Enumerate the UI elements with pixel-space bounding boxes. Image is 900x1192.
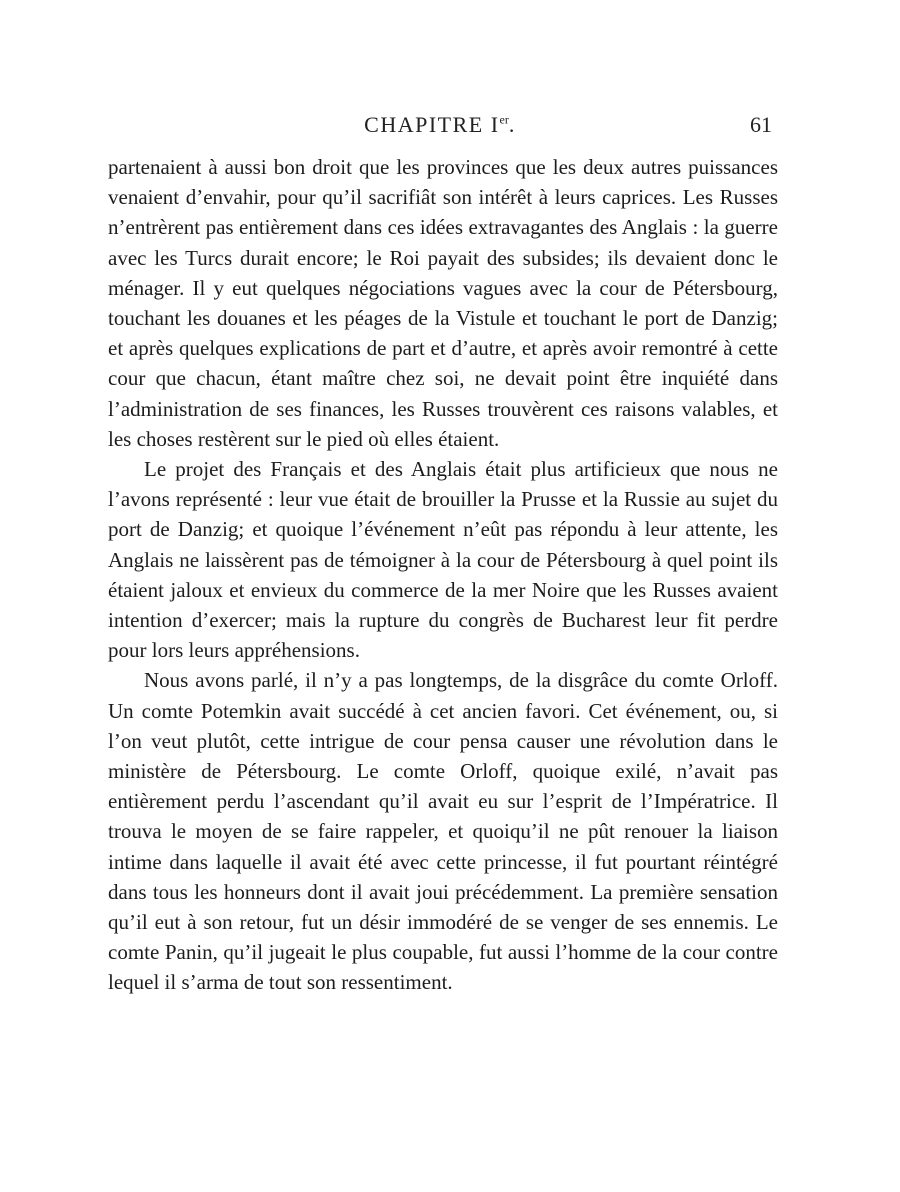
running-title [108, 112, 772, 138]
page-number: 61 [750, 112, 772, 137]
body-text [108, 152, 778, 998]
chapter-title-superscript: er [499, 112, 509, 127]
page-header [108, 108, 772, 144]
chapter-title-period: . [508, 112, 516, 137]
paragraph-1: partenaient à aussi bon droit que les provinces que les deux autres puissances venaient d’envahir, pour qu’il sacrifiât son intérêt à leurs caprices. Les Russes n’entrèrent pas entièrement dans ces idées extravagantes des Anglais : la guerre avec les Turcs durait encore; le Roi payait des subsides; ils devaient donc le ménager. Il y eut quelques négociations vagues avec la cour de Pétersbourg, touchant les douanes et les péages de la Vistule et touchant le port de Danzig; et après quelques explications de part et d’autre, et après avoir remontré à cette cour que chacun, étant maître chez soi, ne devait point être inquiété dans l’administration de ses finances, les Russes trouvèrent ces raisons valables, et les choses restèrent sur le pied où elles étaient. [108, 155, 778, 451]
paragraph-3: Nous avons parlé, il n’y a pas longtemps, de la disgrâce du comte Orloff. Un comte Potemkin avait succédé à cet ancien favori. Cet événement, ou, si l’on veut plutôt, cette intrigue de cour pensa causer une révolution dans le ministère de Pétersbourg. Le comte Orloff, quoique exilé, n’avait pas entièrement perdu l’ascendant qu’il avait eu sur l’esprit de l’Impératrice. Il trouva le moyen de se faire rappeler, et quoiqu’il ne pût renouer la liaison intime dans laquelle il avait été avec cette princesse, il fut pourtant réintégré dans tous les honneurs dont il avait joui précédemment. La première sensation qu’il eut à son retour, fut un désir immodéré de se venger de ses ennemis. Le comte Panin, qu’il jugeait le plus coupable, fut aussi l’homme de la cour contre lequel il s’arma de tout son ressentiment. [108, 668, 778, 995]
chapter-title: CHAPITRE I [364, 112, 500, 137]
paragraph-2: Le projet des Français et des Anglais était plus artificieux que nous ne l’avons représenté : leur vue était de brouiller la Prusse et la Russie au sujet du port de Danzig; et quoique l’événement n’eût pas répondu à leur attente, les Anglais ne laissèrent pas de témoigner à la cour de Pétersbourg à quel point ils étaient jaloux et envieux du commerce de la mer Noire que les Russes avaient intention d’exercer; mais la rupture du congrès de Bucharest leur fit perdre pour lors leurs appréhensions. [108, 457, 778, 663]
